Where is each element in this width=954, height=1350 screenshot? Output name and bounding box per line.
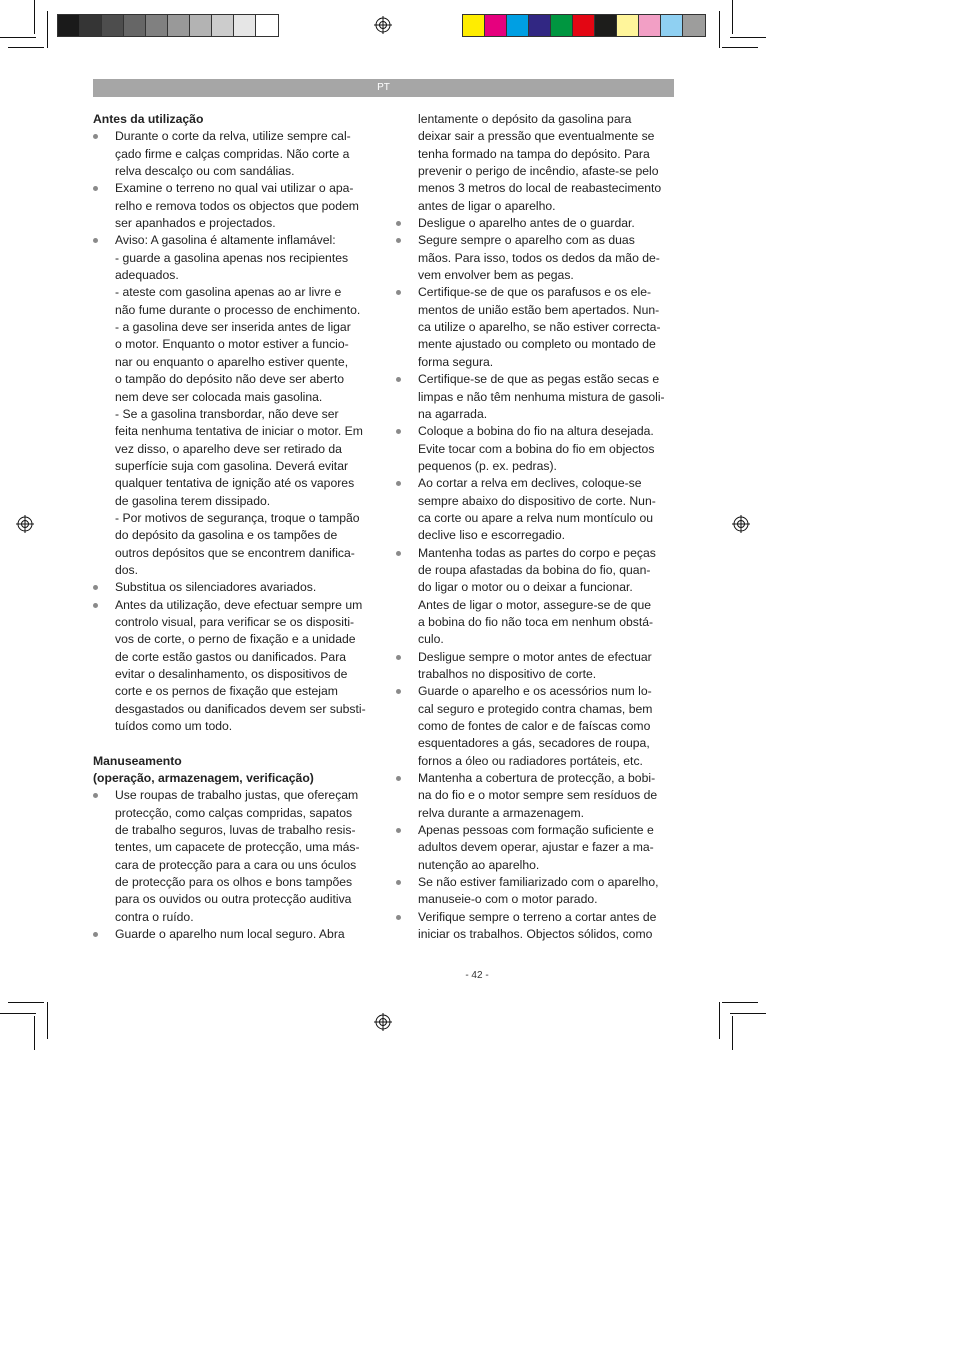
- text-line: prevenir o perigo de incêndio, afaste-se pelo: [418, 164, 659, 179]
- bullet-icon: [396, 551, 401, 556]
- text-line: manuseie-o com o motor parado.: [418, 892, 598, 907]
- list-item: [396, 683, 678, 770]
- list-item: [396, 232, 678, 284]
- process-color-strip: [462, 14, 706, 37]
- text-line: Antes da utilização, deve efectuar sempre um: [115, 597, 363, 612]
- text-line: Certifique-se de que as pegas estão secas e: [418, 372, 660, 387]
- text-line: Examine o terreno no qual vai utilizar o apa-: [115, 181, 354, 196]
- crop-mark: [730, 1013, 766, 1014]
- text-line: nem deve ser colocada mais gasolina.: [115, 389, 323, 404]
- text-line: na agarrada.: [418, 406, 488, 421]
- crop-mark: [730, 37, 766, 38]
- bullet-icon: [93, 585, 98, 590]
- bullet-icon: [396, 429, 401, 434]
- crop-mark: [34, 0, 35, 34]
- text-line: feita nenhuma tentativa de iniciar o motor. Em: [115, 424, 363, 439]
- text-line: Guarde o aparelho num local seguro. Abra: [115, 927, 345, 942]
- crop-mark: [722, 47, 758, 48]
- text-line: nar ou enquanto o aparelho estiver quente,: [115, 354, 349, 369]
- text-line: antes de ligar o aparelho.: [418, 198, 556, 213]
- text-line: não fume durante o processo de enchimento.: [115, 302, 361, 317]
- list-item: [396, 545, 678, 649]
- text-line: Certifique-se de que os parafusos e os ele-: [418, 285, 652, 300]
- text-line: - ateste com gasolina apenas ao ar livre e: [115, 285, 342, 300]
- text-line: Antes de ligar o motor, assegure-se de que: [418, 597, 652, 612]
- text-line: mente ajustado ou completo ou montado de: [418, 337, 656, 352]
- bullet-icon: [396, 655, 401, 660]
- text-line: tentes, um capacete de protecção, uma más-: [115, 840, 360, 855]
- crop-mark: [0, 1013, 36, 1014]
- text-line: trabalhos no dispositivo de corte.: [418, 667, 597, 681]
- bullet-icon: [396, 915, 401, 920]
- text-line: relva descalço ou com sandálias.: [115, 164, 295, 179]
- text-line: a bobina do fio não toca em nenhum obstá-: [418, 614, 654, 629]
- color-swatch: [80, 15, 102, 36]
- text-line: adultos devem operar, ajustar e fazer a ma-: [418, 840, 654, 855]
- bullet-icon: [93, 793, 98, 798]
- list-item: [396, 215, 678, 232]
- text-line: - Por motivos de segurança, troque o tampão: [115, 510, 360, 525]
- list-item: [93, 787, 375, 926]
- text-line: declive liso e escorregadio.: [418, 528, 566, 543]
- bullet-icon: [396, 828, 401, 833]
- list-item: [396, 371, 678, 423]
- text-line: do ligar o motor ou o deixar a funcionar.: [418, 580, 633, 595]
- list-item: [396, 649, 678, 684]
- color-swatch: [256, 15, 278, 36]
- text-line: ser apanhados e projectados.: [115, 216, 276, 231]
- text-line: Mantenha a cobertura de protecção, a bobi-: [418, 771, 656, 786]
- text-line: iniciar os trabalhos. Objectos sólidos, como: [418, 927, 653, 942]
- text-line: lentamente o depósito da gasolina para: [418, 112, 632, 126]
- color-swatch: [529, 15, 551, 36]
- color-swatch: [190, 15, 212, 36]
- text-line: cara de protecção para a cara ou uns óculos: [115, 857, 357, 872]
- text-line: na do fio e o motor sempre sem resíduos de: [418, 788, 658, 803]
- crop-mark: [34, 1016, 35, 1050]
- list-item: [93, 579, 375, 596]
- text-line: de trabalho seguros, luvas de trabalho resis-: [115, 823, 356, 838]
- list-item: [93, 128, 375, 180]
- handling-list-continued: [396, 215, 678, 943]
- text-line: Mantenha todas as partes do corpo e peças: [418, 545, 656, 560]
- registration-mark-icon: [16, 515, 34, 533]
- text-line: Desligue sempre o motor antes de efectuar: [418, 649, 652, 664]
- color-swatch: [102, 15, 124, 36]
- grey-color-strip: [57, 14, 279, 37]
- text-line: - Se a gasolina transbordar, não deve ser: [115, 406, 339, 421]
- text-line: de roupa afastadas da bobina do fio, quan-: [418, 562, 651, 577]
- bullet-icon: [396, 238, 401, 243]
- color-swatch: [683, 15, 705, 36]
- text-line: Se não estiver familiarizado com o aparelho,: [418, 875, 659, 890]
- bullet-icon: [396, 481, 401, 486]
- text-line: o motor. Enquanto o motor estiver a funcio-: [115, 337, 349, 352]
- text-line: de protecção para os olhos e bons tampões: [115, 875, 353, 890]
- bullet-icon: [396, 689, 401, 694]
- text-line: superfície suja com gasolina. Deverá evitar: [115, 458, 349, 473]
- bullet-icon: [396, 377, 401, 382]
- text-line: para os ouvidos ou outra protecção auditiva: [115, 892, 352, 907]
- list-item: [93, 180, 375, 232]
- registration-mark-icon: [374, 1013, 392, 1031]
- handling-list: [93, 787, 375, 943]
- color-swatch: [639, 15, 661, 36]
- crop-mark: [732, 0, 733, 34]
- text-line: do depósito da gasolina e os tampões de: [115, 528, 338, 543]
- color-swatch: [146, 15, 168, 36]
- text-line: forma segura.: [418, 354, 494, 369]
- bullet-icon: [93, 603, 98, 608]
- text-line: menos 3 metros do local de reabastecimento: [418, 181, 662, 196]
- text-line: sempre abaixo do dispositivo de corte. Nun-: [418, 493, 656, 508]
- text-line: tenha formado na tampa do depósito. Para: [418, 146, 650, 161]
- text-line: Guarde o aparelho e os acessórios num lo-: [418, 684, 652, 699]
- crop-mark: [719, 1002, 720, 1039]
- text-line: Verifique sempre o terreno a cortar antes de: [418, 909, 657, 924]
- color-swatch: [661, 15, 683, 36]
- right-column: [396, 111, 678, 944]
- text-line: Use roupas de trabalho justas, que ofereçam: [115, 788, 359, 803]
- color-swatch: [551, 15, 573, 36]
- crop-mark: [0, 37, 36, 38]
- crop-mark: [732, 1016, 733, 1050]
- bullet-icon: [93, 238, 98, 243]
- text-line: vos de corte, o perno de fixação e a unidade: [115, 632, 356, 647]
- text-line: corte e os pernos de fixação que estejam: [115, 684, 338, 699]
- text-line: Desligue o aparelho antes de o guardar.: [418, 216, 635, 231]
- crop-mark: [8, 47, 44, 48]
- text-line: de gasolina terem dissipado.: [115, 493, 271, 508]
- list-item: [396, 284, 678, 371]
- text-line: qualquer tentativa de ignição até os vapores: [115, 476, 355, 491]
- text-line: Evite tocar com a bobina do fio em objectos: [418, 441, 655, 456]
- text-line: Coloque a bobina do fio na altura desejada.: [418, 424, 654, 439]
- list-item: [396, 909, 678, 944]
- list-item: [396, 770, 678, 822]
- section-title-handling: Manuseamento: [93, 753, 182, 768]
- text-line: o tampão do depósito não deve ser aberto: [115, 372, 345, 387]
- text-line: tuídos como um todo.: [115, 719, 233, 734]
- crop-mark: [722, 1002, 758, 1003]
- crop-mark: [719, 11, 720, 48]
- left-column: [93, 111, 375, 944]
- text-line: dos.: [115, 562, 139, 577]
- text-line: - a gasolina deve ser inserida antes de ligar: [115, 320, 351, 335]
- text-line: de corte estão gastos ou danificados. Para: [115, 649, 347, 664]
- text-line: Apenas pessoas com formação suficiente e: [418, 823, 654, 838]
- color-swatch: [124, 15, 146, 36]
- crop-mark: [8, 1002, 44, 1003]
- text-line: adequados.: [115, 268, 179, 283]
- text-line: ca utilize o aparelho, se não estiver correcta-: [418, 320, 661, 335]
- text-line: vez disso, o aparelho deve ser retirado da: [115, 441, 342, 456]
- color-swatch: [58, 15, 80, 36]
- registration-mark-icon: [374, 16, 392, 34]
- text-line: protecção, como calças compridas, sapatos: [115, 805, 353, 820]
- list-item: [396, 111, 678, 215]
- text-line: Durante o corte da relva, utilize sempre cal-: [115, 129, 351, 144]
- list-item: [93, 597, 375, 736]
- text-line: Aviso: A gasolina é altamente inflamável:: [115, 233, 336, 248]
- color-swatch: [234, 15, 256, 36]
- list-item: [396, 822, 678, 874]
- text-line: cal seguro e protegido contra chamas, bem: [418, 701, 653, 716]
- text-line: relva durante a armazenagem.: [418, 805, 584, 820]
- color-swatch: [463, 15, 485, 36]
- text-line: evitar o desalinhamento, os dispositivos de: [115, 667, 348, 681]
- text-line: vem envolver bem as pegas.: [418, 268, 574, 283]
- continued-paragraph: [396, 111, 678, 215]
- bullet-icon: [396, 221, 401, 226]
- text-line: como de fontes de calor e de faíscas como: [418, 719, 651, 734]
- before-use-list: [93, 128, 375, 735]
- text-line: mãos. Para isso, todos os dedos da mão de-: [418, 250, 660, 265]
- text-line: relho e remova todos os objectos que podem: [115, 198, 359, 213]
- text-line: pequenos (p. ex. pedras).: [418, 458, 557, 473]
- color-swatch: [485, 15, 507, 36]
- text-line: Segure sempre o aparelho com as duas: [418, 233, 635, 248]
- list-item: [396, 475, 678, 544]
- list-item: [93, 926, 375, 943]
- text-line: limpas e não têm nenhuma mistura de gasoli-: [418, 389, 665, 404]
- bullet-icon: [396, 776, 401, 781]
- text-line: fornos a óleo ou radiadores portáteis, etc.: [418, 753, 643, 768]
- text-line: nutenção ao aparelho.: [418, 857, 540, 872]
- text-line: ca corte ou apare a relva num montículo ou: [418, 510, 654, 525]
- list-item: [93, 232, 375, 579]
- crop-mark: [47, 1002, 48, 1039]
- page-number: - 42 -: [465, 970, 489, 981]
- list-item: [396, 423, 678, 475]
- text-line: outros depósitos que se encontrem danifica-: [115, 545, 355, 560]
- bullet-icon: [93, 932, 98, 937]
- section-subtitle-handling: (operação, armazenagem, verificação): [93, 771, 314, 786]
- color-swatch: [595, 15, 617, 36]
- color-swatch: [507, 15, 529, 36]
- text-line: mentos de união estão bem apertados. Nun-: [418, 302, 660, 317]
- crop-mark: [47, 11, 48, 48]
- bullet-icon: [396, 880, 401, 885]
- bullet-icon: [396, 290, 401, 295]
- text-line: controlo visual, para verificar se os dispositi-: [115, 614, 355, 629]
- text-line: - guarde a gasolina apenas nos recipientes: [115, 250, 349, 265]
- text-line: Substitua os silenciadores avariados.: [115, 580, 317, 595]
- bullet-icon: [93, 134, 98, 139]
- section-title-before-use: Antes da utilização: [93, 112, 204, 126]
- color-swatch: [212, 15, 234, 36]
- color-swatch: [573, 15, 595, 36]
- text-line: culo.: [418, 632, 444, 647]
- bullet-icon: [93, 186, 98, 191]
- text-line: çado firme e calças compridas. Não corte a: [115, 146, 350, 161]
- language-header-bar: [93, 79, 674, 97]
- text-line: deixar sair a pressão que eventualmente se: [418, 129, 655, 144]
- list-item: [396, 874, 678, 909]
- text-line: contra o ruído.: [115, 909, 194, 924]
- registration-mark-icon: [732, 515, 750, 533]
- text-line: desgastados ou danificados devem ser substi-: [115, 701, 366, 716]
- text-line: Ao cortar a relva em declives, coloque-se: [418, 476, 642, 491]
- text-line: esquentadores a gás, secadores de roupa,: [418, 736, 650, 751]
- language-code: PT: [377, 82, 390, 93]
- color-swatch: [617, 15, 639, 36]
- color-swatch: [168, 15, 190, 36]
